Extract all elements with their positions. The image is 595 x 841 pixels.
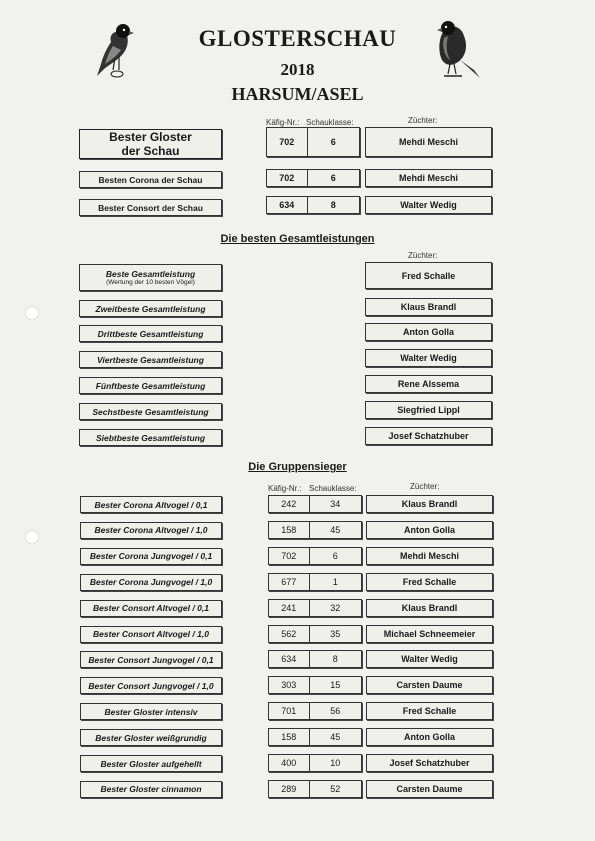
group-label: Bester Gloster intensiv [80, 703, 222, 720]
punch-hole-bottom [25, 530, 39, 544]
overall-label-7: Siebtbeste Gesamtleistung [79, 429, 222, 446]
group-label: Bester Consort Jungvogel / 1,0 [80, 677, 222, 694]
breeder-name: Anton Golla [366, 728, 493, 746]
cage-number: 634 [281, 654, 297, 665]
class-number: 1 [309, 574, 361, 590]
award-numbers-best-gloster [266, 127, 360, 157]
class-number: 8 [309, 651, 361, 667]
award-label-line1: Bester Gloster [109, 130, 192, 144]
groups-class-header: Schauklasse: [309, 484, 357, 493]
breeder-name: Carsten Daume [366, 676, 493, 694]
group-numbers [268, 780, 362, 798]
group-label: Bester Consort Altvogel / 0,1 [80, 600, 222, 617]
cage-number: 634 [279, 200, 295, 210]
groups-cage-header: Käfig-Nr.: [268, 484, 302, 493]
group-numbers [268, 754, 362, 772]
cage-number: 677 [281, 576, 297, 587]
cage-number: 702 [279, 137, 295, 147]
breeder-name: Walter Wedig [365, 196, 492, 214]
class-number: 52 [309, 781, 361, 797]
overall-label-2: Zweitbeste Gesamtleistung [79, 300, 222, 317]
groups-breeder-header: Züchter: [410, 482, 440, 491]
award-numbers-best-consort [266, 196, 360, 214]
breeder-name: Anton Golla [366, 521, 493, 539]
class-number: 34 [309, 496, 361, 512]
group-label: Bester Gloster aufgehellt [80, 755, 222, 772]
award-numbers-best-corona [266, 169, 360, 187]
breeder-name: Josef Schatzhuber [366, 754, 493, 772]
cage-number: 702 [281, 550, 297, 561]
overall-breeder-7: Josef Schatzhuber [365, 427, 492, 445]
cage-number: 303 [281, 680, 297, 691]
class-number: 6 [307, 170, 359, 186]
group-numbers [268, 495, 362, 513]
group-label: Bester Corona Altvogel / 0,1 [80, 496, 222, 513]
award-label-best-corona: Besten Corona der Schau [79, 171, 222, 188]
overall-label-4: Viertbeste Gesamtleistung [79, 351, 222, 368]
group-numbers [268, 547, 362, 565]
cage-number: 158 [281, 524, 297, 535]
class-number: 10 [309, 755, 361, 771]
class-number: 6 [307, 128, 359, 156]
class-number: 35 [309, 626, 361, 642]
award-label-best-consort: Bester Consort der Schau [79, 199, 222, 216]
breeder-name: Fred Schalle [366, 573, 493, 591]
cage-number: 241 [281, 602, 297, 613]
cage-column-header: Käfig-Nr.: [266, 118, 300, 127]
group-label: Bester Gloster weißgrundig [80, 729, 222, 746]
overall-label-6: Sechstbeste Gesamtleistung [79, 403, 222, 420]
breeder-name: Walter Wedig [366, 650, 493, 668]
overall-breeder-header: Züchter: [408, 251, 438, 260]
group-label: Bester Consort Jungvogel / 0,1 [80, 651, 222, 668]
group-numbers [268, 676, 362, 694]
overall-breeder-2: Klaus Brandl [365, 298, 492, 316]
cage-number: 289 [281, 783, 297, 794]
group-label: Bester Corona Jungvogel / 0,1 [80, 548, 222, 565]
cage-number: 562 [281, 628, 297, 639]
class-number: 15 [309, 677, 361, 693]
breeder-name: Fred Schalle [366, 702, 493, 720]
cage-number: 701 [281, 706, 297, 717]
group-numbers [268, 625, 362, 643]
cage-number: 242 [281, 499, 297, 509]
group-numbers [268, 728, 362, 746]
group-numbers [268, 650, 362, 668]
breeder-name: Michael Schneemeier [366, 625, 493, 643]
class-number: 32 [309, 600, 361, 616]
page-location: HARSUM/ASEL [231, 84, 364, 104]
cage-number: 400 [281, 758, 297, 768]
overall-section-heading: Die besten Gesamtleistungen [220, 233, 375, 245]
award-label-best-gloster [79, 129, 222, 159]
class-number: 45 [309, 729, 361, 745]
group-label: Bester Gloster cinnamon [80, 781, 222, 798]
cage-number: 158 [281, 732, 297, 743]
breeder-name: Carsten Daume [366, 780, 493, 798]
breeder-column-header: Züchter: [408, 116, 438, 125]
class-number: 6 [309, 548, 361, 564]
overall-label-5: Fünftbeste Gesamtleistung [79, 377, 222, 394]
class-number: 56 [309, 703, 361, 719]
groups-section-heading: Die Gruppensieger [248, 461, 347, 473]
class-column-header: Schauklasse: [306, 118, 354, 127]
group-label: Bester Corona Altvogel / 1,0 [80, 522, 222, 539]
page-title: GLOSTERSCHAU [198, 26, 397, 51]
breeder-name: Mehdi Meschi [366, 547, 493, 565]
overall-label-note: (Wertung der 10 besten Vögel) [106, 279, 195, 286]
class-number: 8 [307, 197, 359, 213]
class-number: 45 [309, 522, 361, 538]
overall-label-text: Beste Gesamtleistung [105, 269, 196, 279]
group-numbers [268, 573, 362, 591]
punch-hole-top [25, 306, 39, 320]
breeder-name: Mehdi Meschi [365, 127, 492, 157]
overall-label-3: Drittbeste Gesamtleistung [79, 325, 222, 342]
overall-breeder-5: Rene Alssema [365, 375, 492, 393]
group-label: Bester Consort Altvogel / 1,0 [80, 626, 222, 643]
breeder-name: Klaus Brandl [366, 599, 493, 617]
award-label-line2: der Schau [121, 144, 180, 158]
breeder-name: Klaus Brandl [366, 495, 493, 513]
overall-breeder-1: Fred Schalle [365, 262, 492, 289]
group-numbers [268, 521, 362, 539]
cage-number: 702 [279, 173, 295, 183]
group-numbers [268, 702, 362, 720]
overall-breeder-6: Siegfried Lippl [365, 401, 492, 419]
group-label: Bester Corona Jungvogel / 1,0 [80, 574, 222, 591]
overall-breeder-4: Walter Wedig [365, 349, 492, 367]
group-numbers [268, 599, 362, 617]
breeder-name: Mehdi Meschi [365, 169, 492, 187]
overall-label-1 [79, 264, 222, 291]
page-year: 2018 [280, 60, 315, 79]
overall-breeder-3: Anton Golla [365, 323, 492, 341]
